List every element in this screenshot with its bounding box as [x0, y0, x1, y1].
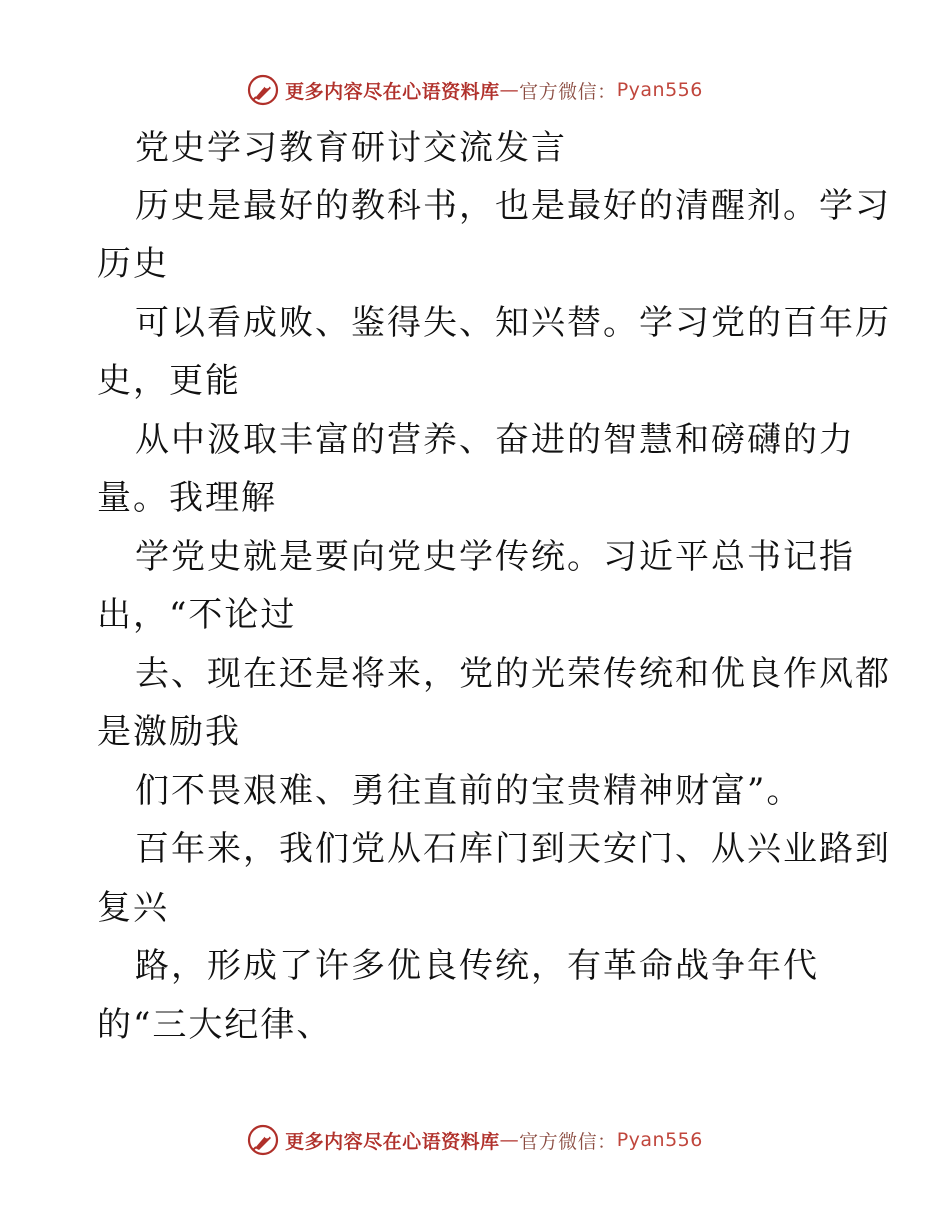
text-line: 复兴	[97, 888, 169, 928]
banner-wechat-id: Pyan556	[616, 1129, 703, 1151]
text-line: 历史是最好的教科书，也是最好的清醒剂。学习	[135, 186, 891, 226]
banner-separator: —	[499, 1129, 520, 1151]
banner-text	[285, 77, 703, 104]
text-line: 可以看成败、鉴得失、知兴替。学习党的百年历	[135, 303, 891, 343]
text-line: 去、现在还是将来，党的光荣传统和优良作风都	[135, 654, 891, 694]
text-line: 是激励我	[97, 712, 241, 752]
header-banner	[0, 70, 950, 110]
text-line: 出，“不论过	[97, 595, 297, 635]
banner-separator: —	[499, 79, 520, 101]
text-line: 学党史就是要向党史学传统。习近平总书记指	[135, 537, 855, 577]
text-line: 从中汲取丰富的营养、奋进的智慧和磅礴的力	[135, 420, 855, 460]
text-line: 历史	[97, 244, 169, 284]
banner-main-text: 更多内容尽在心语资料库	[285, 1130, 500, 1153]
text-line: 路，形成了许多优良传统，有革命战争年代	[135, 946, 819, 986]
document-title: 党史学习教育研讨交流发言	[135, 128, 567, 168]
pen-nib-logo-icon	[247, 74, 279, 106]
text-line: 百年来，我们党从石库门到天安门、从兴业路到	[135, 829, 891, 869]
banner-wechat-id: Pyan556	[616, 79, 703, 101]
text-line: 的“三大纪律、	[97, 1005, 333, 1045]
pen-nib-logo-icon	[247, 1124, 279, 1156]
banner-wechat-label: 官方微信：	[519, 1130, 617, 1153]
footer-banner	[0, 1120, 950, 1160]
text-line: 量。我理解	[97, 478, 277, 518]
text-line: 们不畏艰难、勇往直前的宝贵精神财富”。	[135, 771, 803, 811]
banner-main-text: 更多内容尽在心语资料库	[285, 80, 500, 103]
text-line: 史，更能	[97, 361, 241, 401]
banner-wechat-label: 官方微信：	[519, 80, 617, 103]
banner-text	[285, 1127, 703, 1154]
